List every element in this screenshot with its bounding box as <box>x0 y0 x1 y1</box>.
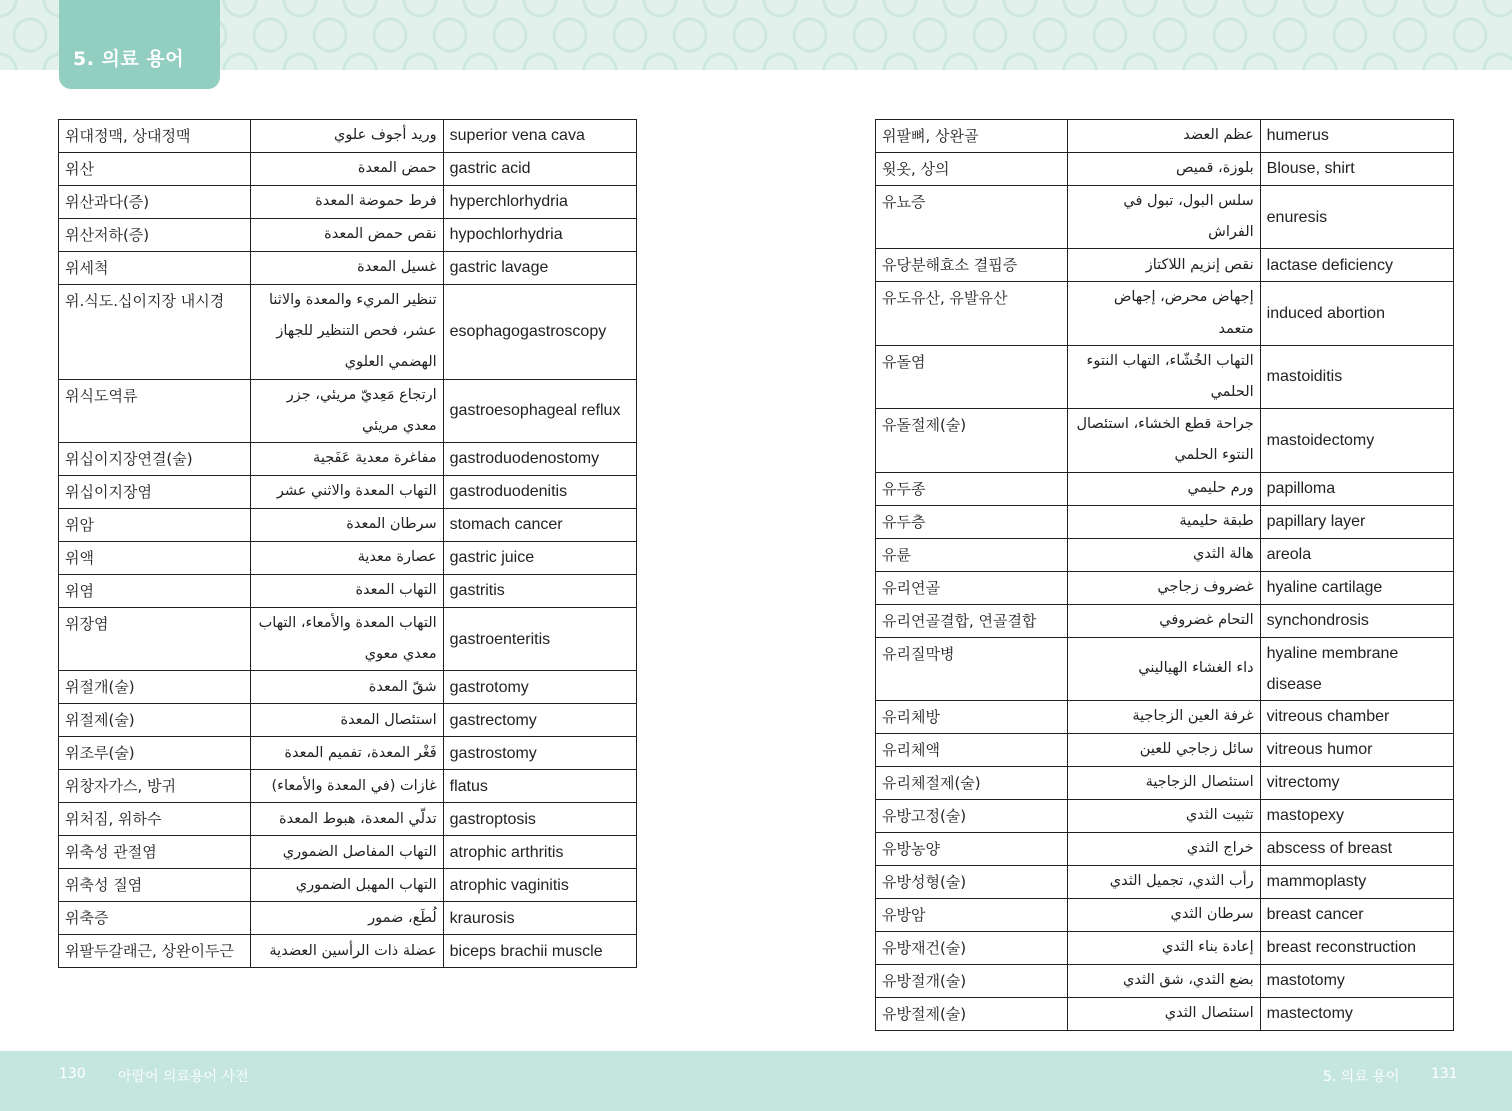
korean-term: 위암 <box>59 509 251 542</box>
table-row <box>876 345 1454 408</box>
arabic-term: تثبيت الثدي <box>1068 800 1260 833</box>
korean-term: 유도유산, 유발유산 <box>876 282 1068 345</box>
right-running-title: 5. 의료 용어 <box>1323 1069 1400 1085</box>
arabic-term: استئصال الزجاجية <box>1068 767 1260 800</box>
table-row <box>59 935 637 968</box>
table-row <box>59 608 637 671</box>
english-term: Blouse, shirt <box>1260 153 1453 186</box>
english-term: gastroesophageal reflux <box>443 379 636 442</box>
korean-term: 유방암 <box>876 899 1068 932</box>
table-row <box>876 249 1454 282</box>
table-row <box>59 379 637 442</box>
korean-term: 유뇨증 <box>876 186 1068 249</box>
table-row <box>59 704 637 737</box>
table-row <box>876 153 1454 186</box>
korean-term: 위장염 <box>59 608 251 671</box>
table-row <box>876 120 1454 153</box>
table-row <box>876 899 1454 932</box>
english-term: gastrotomy <box>443 671 636 704</box>
korean-term: 위액 <box>59 542 251 575</box>
korean-term: 유륜 <box>876 538 1068 571</box>
english-term: abscess of breast <box>1260 833 1453 866</box>
korean-term: 유돌절제(술) <box>876 409 1068 472</box>
arabic-term: التهاب المعدة والاثني عشر <box>251 476 443 509</box>
english-term: enuresis <box>1260 186 1453 249</box>
korean-term: 위산과다(증) <box>59 186 251 219</box>
table-row <box>876 965 1454 998</box>
arabic-term: غازات (في المعدة والأمعاء) <box>251 770 443 803</box>
table-row <box>876 472 1454 505</box>
korean-term: 유방고정(술) <box>876 800 1068 833</box>
english-term: atrophic arthritis <box>443 836 636 869</box>
english-term: biceps brachii muscle <box>443 935 636 968</box>
english-term: papilloma <box>1260 472 1453 505</box>
korean-term: 위산저하(증) <box>59 219 251 252</box>
table-row <box>59 153 637 186</box>
english-term: hyaline membrane disease <box>1260 637 1453 700</box>
arabic-term: نقص إنزيم اللاكتاز <box>1068 249 1260 282</box>
korean-term: 유돌염 <box>876 345 1068 408</box>
korean-term: 위십이지장염 <box>59 476 251 509</box>
arabic-term: عضلة ذات الرأسين العضدية <box>251 935 443 968</box>
table-row <box>876 637 1454 700</box>
arabic-term: خراج الثدي <box>1068 833 1260 866</box>
table-row <box>59 836 637 869</box>
korean-term: 유두층 <box>876 505 1068 538</box>
table-row <box>876 767 1454 800</box>
table-row <box>59 120 637 153</box>
arabic-term: ارتجاع مَعِديّ مريئي، جزر معدي مريئي <box>251 379 443 442</box>
english-term: gastroduodenitis <box>443 476 636 509</box>
arabic-term: بضع الثدي، شق الثدي <box>1068 965 1260 998</box>
english-term: lactase deficiency <box>1260 249 1453 282</box>
table-row <box>876 505 1454 538</box>
arabic-term: سلس البول، تبول في الفراش <box>1068 186 1260 249</box>
english-term: gastroduodenostomy <box>443 443 636 476</box>
english-term: mastectomy <box>1260 998 1453 1031</box>
table-row <box>876 571 1454 604</box>
table-row <box>876 701 1454 734</box>
english-term: areola <box>1260 538 1453 571</box>
table-row <box>876 282 1454 345</box>
korean-term: 유방절개(술) <box>876 965 1068 998</box>
arabic-term: شقّ المعدة <box>251 671 443 704</box>
english-term: hypochlorhydria <box>443 219 636 252</box>
glossary-table-right <box>875 119 1454 1031</box>
table-row <box>59 803 637 836</box>
english-term: hyperchlorhydria <box>443 186 636 219</box>
english-term: kraurosis <box>443 902 636 935</box>
table-row <box>59 770 637 803</box>
english-term: induced abortion <box>1260 282 1453 345</box>
arabic-term: فرط حموضة المعدة <box>251 186 443 219</box>
english-term: esophagogastroscopy <box>443 285 636 380</box>
arabic-term: سرطان الثدي <box>1068 899 1260 932</box>
english-term: vitreous chamber <box>1260 701 1453 734</box>
arabic-term: التهاب المعدة والأمعاء، التهاب معدي معوي <box>251 608 443 671</box>
arabic-term: غضروف زجاجي <box>1068 571 1260 604</box>
header-pattern-band <box>0 0 1512 70</box>
korean-term: 위처짐, 위하수 <box>59 803 251 836</box>
arabic-term: تدلّي المعدة، هبوط المعدة <box>251 803 443 836</box>
english-term: gastric acid <box>443 153 636 186</box>
english-term: mastopexy <box>1260 800 1453 833</box>
arabic-term: داء الغشاء الهياليني <box>1068 637 1260 700</box>
english-term: gastric lavage <box>443 252 636 285</box>
korean-term: 위축성 질염 <box>59 869 251 902</box>
table-row <box>59 252 637 285</box>
arabic-term: مفاغرة معدية عَفَجية <box>251 443 443 476</box>
table-row <box>59 902 637 935</box>
korean-term: 위창자가스, 방귀 <box>59 770 251 803</box>
arabic-term: استئصال الثدي <box>1068 998 1260 1031</box>
korean-term: 윗옷, 상의 <box>876 153 1068 186</box>
table-row <box>876 734 1454 767</box>
korean-term: 위대정맥, 상대정맥 <box>59 120 251 153</box>
korean-term: 유리체방 <box>876 701 1068 734</box>
korean-term: 유방재건(술) <box>876 932 1068 965</box>
table-row <box>876 538 1454 571</box>
table-row <box>59 575 637 608</box>
english-term: synchondrosis <box>1260 604 1453 637</box>
table-row <box>59 285 637 380</box>
arabic-term: حمض المعدة <box>251 153 443 186</box>
table-row <box>876 409 1454 472</box>
arabic-term: التحام غضروفي <box>1068 604 1260 637</box>
korean-term: 유두종 <box>876 472 1068 505</box>
arabic-term: إعادة بناء الثدي <box>1068 932 1260 965</box>
korean-term: 위팔뼈, 상완골 <box>876 120 1068 153</box>
table-row <box>59 509 637 542</box>
korean-term: 위절제(술) <box>59 704 251 737</box>
arabic-term: رأب الثدي، تجميل الثدي <box>1068 866 1260 899</box>
english-term: breast cancer <box>1260 899 1453 932</box>
english-term: mastotomy <box>1260 965 1453 998</box>
arabic-term: فَغْر المعدة، تفميم المعدة <box>251 737 443 770</box>
english-term: gastrostomy <box>443 737 636 770</box>
english-term: gastrectomy <box>443 704 636 737</box>
korean-term: 위식도역류 <box>59 379 251 442</box>
korean-term: 유리연골결합, 연골결합 <box>876 604 1068 637</box>
english-term: flatus <box>443 770 636 803</box>
table-row <box>876 932 1454 965</box>
arabic-term: عظم العضد <box>1068 120 1260 153</box>
english-term: superior vena cava <box>443 120 636 153</box>
korean-term: 유리체절제(술) <box>876 767 1068 800</box>
korean-term: 위축성 관절염 <box>59 836 251 869</box>
english-term: breast reconstruction <box>1260 932 1453 965</box>
english-term: papillary layer <box>1260 505 1453 538</box>
english-term: gastroptosis <box>443 803 636 836</box>
table-row <box>876 186 1454 249</box>
korean-term: 유리질막병 <box>876 637 1068 700</box>
korean-term: 유당분해효소 결핍증 <box>876 249 1068 282</box>
arabic-term: طبقة حليمية <box>1068 505 1260 538</box>
english-term: vitrectomy <box>1260 767 1453 800</box>
arabic-term: التهاب المعدة <box>251 575 443 608</box>
arabic-term: التهاب المهبل الضموري <box>251 869 443 902</box>
arabic-term: التهاب الخُشّاء، التهاب النتوء الحلمي <box>1068 345 1260 408</box>
english-term: gastritis <box>443 575 636 608</box>
korean-term: 위절개(술) <box>59 671 251 704</box>
table-row <box>876 866 1454 899</box>
arabic-term: غرفة العين الزجاجية <box>1068 701 1260 734</box>
table-row <box>59 186 637 219</box>
arabic-term: نقص حمض المعدة <box>251 219 443 252</box>
right-page-number: 131 <box>1431 1066 1458 1082</box>
table-row <box>59 443 637 476</box>
glossary-table-left <box>58 119 637 968</box>
chapter-tab: 5. 의료 용어 <box>59 0 220 89</box>
table-row <box>876 998 1454 1031</box>
arabic-term: وريد أجوف علوي <box>251 120 443 153</box>
english-term: mammoplasty <box>1260 866 1453 899</box>
arabic-term: ورم حليمي <box>1068 472 1260 505</box>
arabic-term: إجهاض محرض، إجهاض متعمد <box>1068 282 1260 345</box>
korean-term: 유방농양 <box>876 833 1068 866</box>
english-term: gastroenteritis <box>443 608 636 671</box>
arabic-term: بلوزة، قميص <box>1068 153 1260 186</box>
table-row <box>59 737 637 770</box>
arabic-term: استئصال المعدة <box>251 704 443 737</box>
korean-term: 유방절제(술) <box>876 998 1068 1031</box>
korean-term: 위팔두갈래근, 상완이두근 <box>59 935 251 968</box>
arabic-term: التهاب المفاصل الضموري <box>251 836 443 869</box>
english-term: humerus <box>1260 120 1453 153</box>
korean-term: 위조루(술) <box>59 737 251 770</box>
table-row <box>59 476 637 509</box>
korean-term: 위축증 <box>59 902 251 935</box>
table-row <box>59 542 637 575</box>
english-term: mastoiditis <box>1260 345 1453 408</box>
arabic-term: هالة الثدي <box>1068 538 1260 571</box>
left-running-title: 아랍어 의료용어 사전 <box>118 1069 249 1085</box>
korean-term: 유방성형(술) <box>876 866 1068 899</box>
english-term: gastric juice <box>443 542 636 575</box>
table-row <box>876 604 1454 637</box>
left-page-number: 130 <box>59 1066 86 1082</box>
korean-term: 위세척 <box>59 252 251 285</box>
english-term: atrophic vaginitis <box>443 869 636 902</box>
table-row <box>59 219 637 252</box>
table-row <box>876 833 1454 866</box>
english-term: stomach cancer <box>443 509 636 542</box>
korean-term: 유리체액 <box>876 734 1068 767</box>
korean-term: 유리연골 <box>876 571 1068 604</box>
table-row <box>876 800 1454 833</box>
korean-term: 위산 <box>59 153 251 186</box>
arabic-term: سائل زجاجي للعين <box>1068 734 1260 767</box>
arabic-term: عصارة معدية <box>251 542 443 575</box>
korean-term: 위.식도.십이지장 내시경 <box>59 285 251 380</box>
english-term: hyaline cartilage <box>1260 571 1453 604</box>
table-row <box>59 869 637 902</box>
arabic-term: جراحة قطع الخشاء، استئصال النتوء الحلمي <box>1068 409 1260 472</box>
arabic-term: تنظير المريء والمعدة والاثنا عشر، فحص التنظير للجهاز الهضمي العلوي <box>251 285 443 380</box>
korean-term: 위십이지장연결(술) <box>59 443 251 476</box>
english-term: vitreous humor <box>1260 734 1453 767</box>
arabic-term: لُطَع، ضمور <box>251 902 443 935</box>
english-term: mastoidectomy <box>1260 409 1453 472</box>
arabic-term: سرطان المعدة <box>251 509 443 542</box>
table-row <box>59 671 637 704</box>
korean-term: 위염 <box>59 575 251 608</box>
arabic-term: غسيل المعدة <box>251 252 443 285</box>
